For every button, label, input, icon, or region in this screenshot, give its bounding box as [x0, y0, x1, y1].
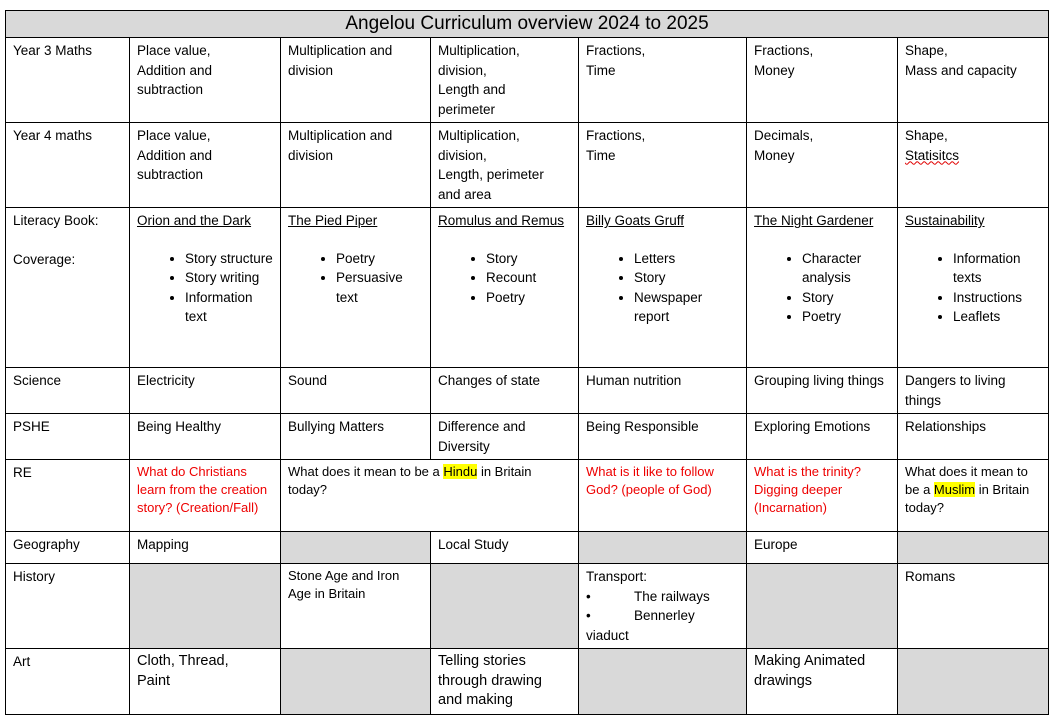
cell: Sound [281, 368, 431, 414]
cell: Shape, Statisitcs [898, 123, 1049, 208]
cell: Electricity [130, 368, 281, 414]
coverage-list: • Story • Recount • Poetry [438, 249, 571, 308]
cell: Grouping living things [747, 368, 898, 414]
coverage-list: • Story structure • Story writing • Information text [137, 249, 273, 327]
empty-cell [898, 649, 1049, 715]
cell: Telling stories through drawing and making [431, 649, 579, 715]
empty-cell [579, 532, 747, 564]
page-title: Angelou Curriculum overview 2024 to 2025 [6, 11, 1049, 38]
book-title: The Pied Piper [288, 213, 378, 228]
art-row [6, 649, 1049, 715]
cell: Romans [898, 564, 1049, 649]
cell: Multiplication, division, Length and perimeter [431, 38, 579, 123]
cell: What is it like to follow God? (people of God) [579, 460, 747, 532]
history-row [6, 564, 1049, 649]
empty-cell [130, 564, 281, 649]
highlighted-word: Hindu [443, 464, 478, 479]
pshe-row [6, 414, 1049, 460]
cell [281, 208, 431, 368]
literacy-row [6, 208, 1049, 368]
empty-cell [431, 564, 579, 649]
cell: Transport: • The railways • Bennerley viaduct [579, 564, 747, 649]
coverage-list: • Information texts • Instructions • Leaflets [905, 249, 1041, 327]
coverage-list: • Character analysis • Story • Poetry [754, 249, 890, 327]
re-row [6, 460, 1049, 532]
coverage-list: • Letters • Story • Newspaper report [586, 249, 739, 327]
row-label: Year 3 Maths [6, 38, 130, 123]
cell: Stone Age and Iron Age in Britain [281, 564, 431, 649]
book-title: Romulus and Remus [438, 213, 565, 228]
cell [747, 208, 898, 368]
curriculum-table [5, 10, 1049, 715]
cell: Mapping [130, 532, 281, 564]
cell: Cloth, Thread, Paint [130, 649, 281, 715]
cell: Human nutrition [579, 368, 747, 414]
cell: Fractions, Money [747, 38, 898, 123]
row-label: Geography [6, 532, 130, 564]
cell [579, 208, 747, 368]
empty-cell [281, 649, 431, 715]
cell [898, 208, 1049, 368]
cell: Dangers to living things [898, 368, 1049, 414]
coverage-list: • Poetry • Persuasive text [288, 249, 423, 308]
highlighted-word: Muslim [933, 482, 976, 497]
row-label: RE [6, 460, 130, 532]
cell: Exploring Emotions [747, 414, 898, 460]
row-label: Science [6, 368, 130, 414]
row-label: History [6, 564, 130, 649]
cell: Being Responsible [579, 414, 747, 460]
cell: Multiplication and division [281, 123, 431, 208]
empty-cell [898, 532, 1049, 564]
cell: What is the trinity? Digging deeper (Incarnation) [747, 460, 898, 532]
row-label: Art [6, 649, 130, 715]
cell: What does it mean to be a Muslim in Britain today? [898, 460, 1049, 532]
cell: Multiplication, division, Length, perimeter and area [431, 123, 579, 208]
cell: Multiplication and division [281, 38, 431, 123]
cell [130, 208, 281, 368]
cell: What do Christians learn from the creation story? (Creation/Fall) [130, 460, 281, 532]
cell: Shape, Mass and capacity [898, 38, 1049, 123]
year3-row [6, 38, 1049, 123]
cell: Place value, Addition and subtraction [130, 123, 281, 208]
cell: Fractions, Time [579, 38, 747, 123]
cell: Local Study [431, 532, 579, 564]
cell: Decimals, Money [747, 123, 898, 208]
cell: Fractions, Time [579, 123, 747, 208]
cell: Europe [747, 532, 898, 564]
empty-cell [281, 532, 431, 564]
row-label: Year 4 maths [6, 123, 130, 208]
misspelled-word: Statisitcs [905, 147, 960, 163]
geography-row [6, 532, 1049, 564]
book-title: Sustainability [905, 213, 985, 228]
row-label: Literacy Book: Coverage: [6, 208, 130, 368]
cell: Difference and Diversity [431, 414, 579, 460]
science-row [6, 368, 1049, 414]
empty-cell [747, 564, 898, 649]
cell: Place value, Addition and subtraction [130, 38, 281, 123]
cell: Making Animated drawings [747, 649, 898, 715]
empty-cell [579, 649, 747, 715]
book-title: Orion and the Dark [137, 213, 252, 228]
cell: Being Healthy [130, 414, 281, 460]
book-title: The Night Gardener [754, 213, 874, 228]
row-label: PSHE [6, 414, 130, 460]
cell: Changes of state [431, 368, 579, 414]
cell: Relationships [898, 414, 1049, 460]
cell: What does it mean to be a Hindu in Britain today? [281, 460, 579, 532]
cell [431, 208, 579, 368]
book-title: Billy Goats Gruff [586, 213, 685, 228]
year4-row [6, 123, 1049, 208]
cell: Bullying Matters [281, 414, 431, 460]
